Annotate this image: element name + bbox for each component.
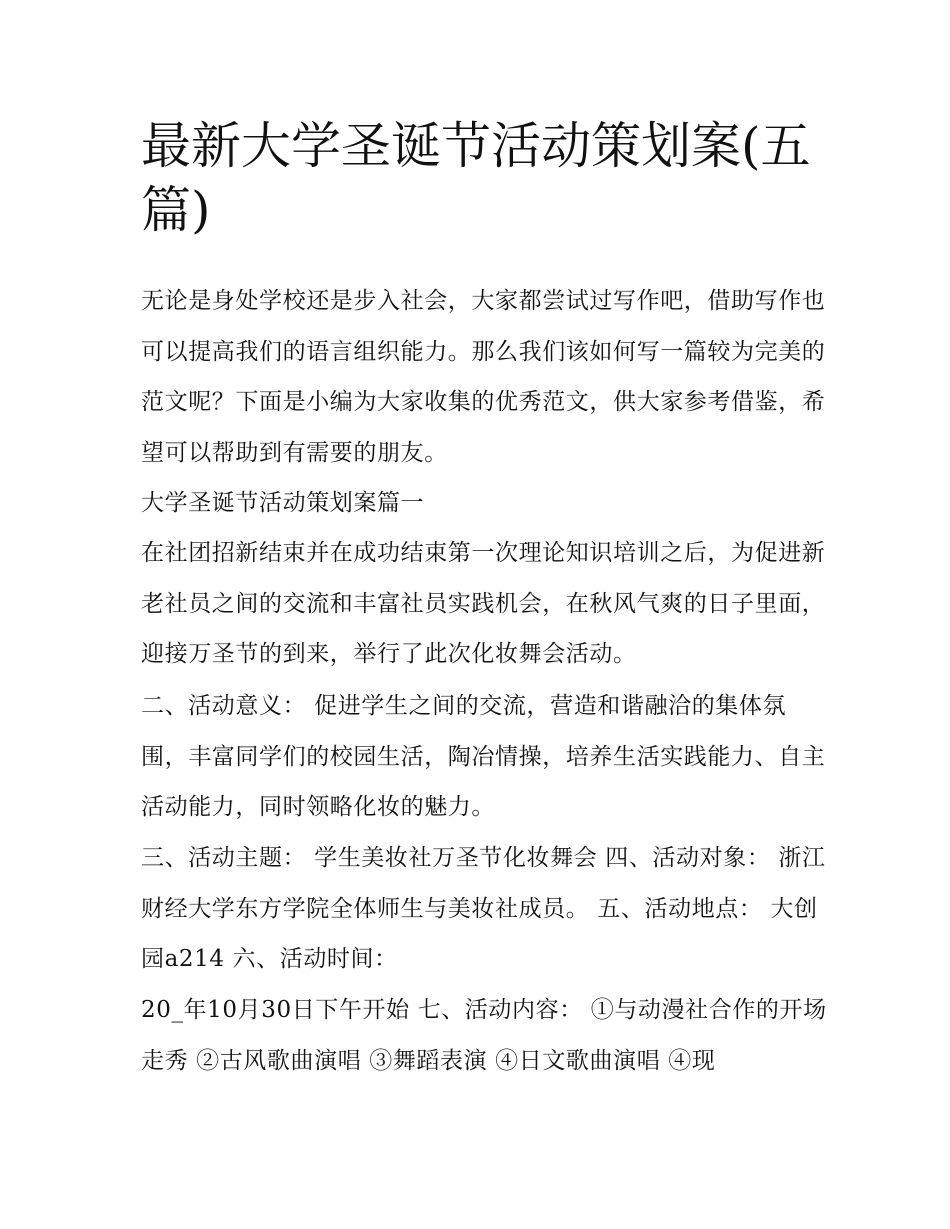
details-paragraph: 三、活动主题： 学生美妆社万圣节化妆舞会 四、活动对象： 浙江财经大学东方学院全体师生与美妆社成员。 五、活动地点： 大创园a214 六、活动时间： [141, 845, 826, 973]
document-title: 最新大学圣诞节活动策划案(五篇) [141, 117, 811, 239]
intro-paragraph: 无论是身处学校还是步入社会，大家都尝试过写作吧，借助写作也可以提高我们的语言组织能力。那么我们该如何写一篇较为完美的范文呢？下面是小编为大家收集的优秀范文，供大家参考借鉴，希望可以帮助到有需要的朋友。 [141, 288, 826, 466]
significance-paragraph: 二、活动意义： 促进学生之间的交流，营造和谐融洽的集体氛围，丰富同学们的校园生活，陶冶情操，培养生活实践能力、自主活动能力，同时领略化妆的魅力。 [141, 693, 826, 821]
background-paragraph: 在社团招新结束并在成功结束第一次理论知识培训之后，为促进新老社员之间的交流和丰富社员实践机会，在秋风气爽的日子里面，迎接万圣节的到来，举行了此次化妆舞会活动。 [141, 540, 826, 668]
section-heading: 大学圣诞节活动策划案篇一 [141, 490, 425, 516]
content-paragraph: 20_年10月30日下午开始 七、活动内容： ①与动漫社合作的开场走秀 ②古风歌曲演唱 ③舞蹈表演 ④日文歌曲演唱 ④现 [141, 997, 827, 1074]
